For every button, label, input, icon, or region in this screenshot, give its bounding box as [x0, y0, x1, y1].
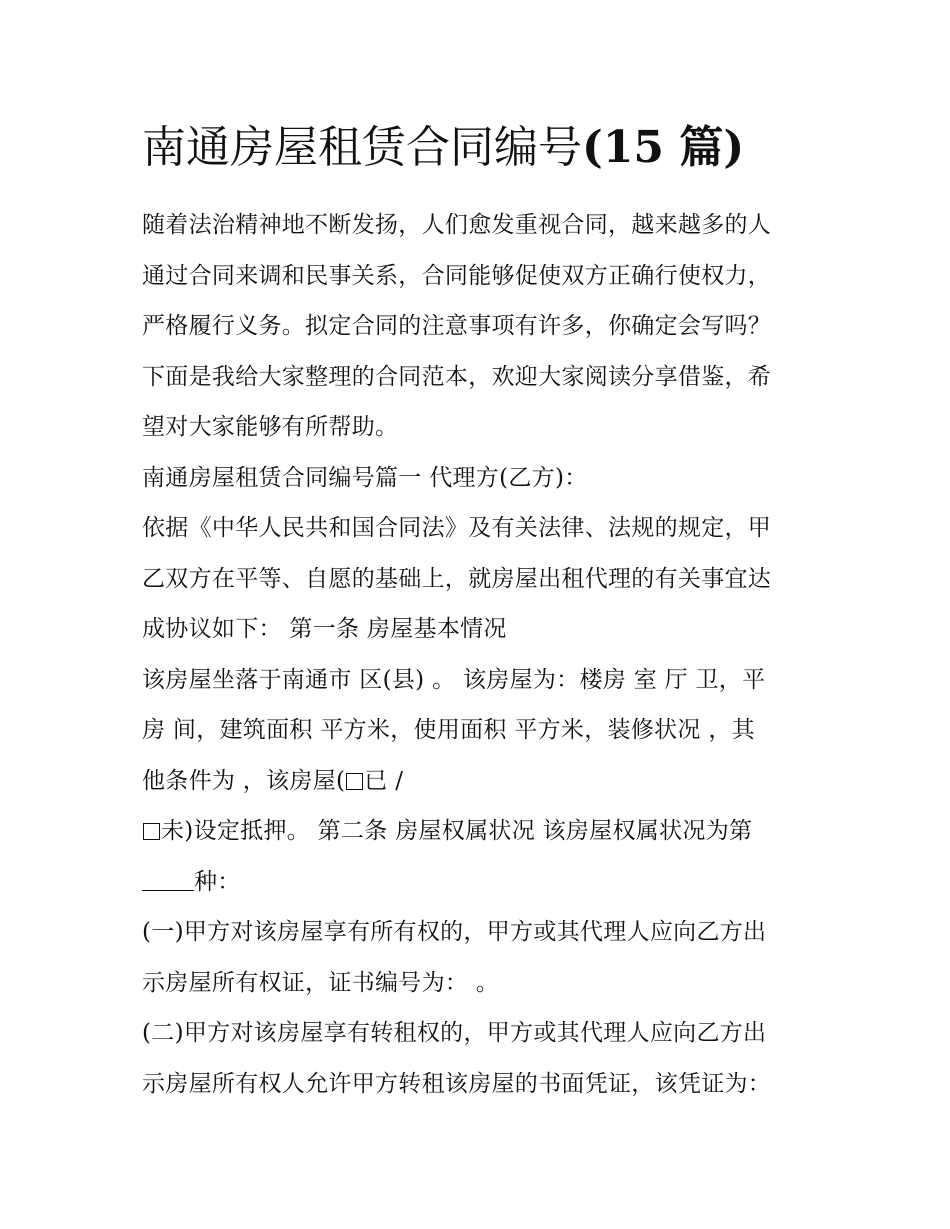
text-line: [142, 756, 817, 807]
text-line: 示房屋所有权证，证书编号为： 。: [142, 969, 500, 996]
document-body: [142, 118, 817, 1109]
title-count: (15 篇): [582, 122, 745, 173]
text-line: (一)甲方对该房屋享有所有权的，甲方或其代理人应向乙方出: [142, 919, 767, 945]
text-line: 成协议如下： 第一条 房屋基本情况: [142, 616, 507, 642]
text-line: 该房屋坐落于南通市 区(县) 。 该房屋为：楼房 室 厅 卫，平: [142, 666, 766, 693]
text-line: 房 间，建筑面积 平方米，使用面积 平方米，装修状况 ，其: [142, 717, 755, 743]
text-fragment: 他条件为 ，该房屋(: [142, 767, 346, 794]
text-line: (二)甲方对该房屋享有转租权的，甲方或其代理人应向乙方出: [142, 1020, 767, 1046]
text-fragment: 已 /: [364, 767, 404, 794]
text-line: 严格履行义务。拟定合同的注意事项有许多，你确定会写吗？: [142, 313, 772, 339]
title-main: 南通房屋租赁合同编号: [142, 122, 582, 173]
text-line: 依据《中华人民共和国合同法》及有关法律、法规的规定，甲: [142, 515, 772, 541]
document-title: [142, 118, 817, 178]
text-line: [142, 806, 817, 857]
text-line: 示房屋所有权人允许甲方转租该房屋的书面凭证，该凭证为：: [142, 1070, 772, 1097]
property-paragraph: [142, 655, 817, 908]
clause-two-paragraph: [142, 1008, 817, 1109]
checkbox-icon: [143, 823, 160, 840]
intro-paragraph: [142, 200, 817, 453]
basis-paragraph: [142, 503, 817, 655]
text-fragment: 未)设定抵押。 第二条 房屋权属状况 该房屋权属状况为第: [161, 818, 753, 844]
fill-in-blank: [142, 870, 194, 891]
checkbox-icon: [346, 773, 363, 790]
text-fragment: 种：: [194, 868, 241, 895]
text-line: 下面是我给大家整理的合同范本，欢迎大家阅读分享借鉴，希: [142, 363, 772, 390]
text-line: 通过合同来调和民事关系，合同能够促使双方正确行使权力，: [142, 262, 772, 289]
text-line: [142, 857, 817, 908]
text-line: 望对大家能够有所帮助。: [142, 414, 399, 440]
text-line: 南通房屋租赁合同编号篇一 代理方(乙方)：: [142, 464, 588, 491]
clause-one-paragraph: [142, 907, 817, 1008]
section-heading: [142, 453, 817, 504]
text-line: 随着法治精神地不断发扬，人们愈发重视合同，越来越多的人: [142, 212, 772, 238]
text-line: 乙双方在平等、自愿的基础上，就房屋出租代理的有关事宜达: [142, 565, 772, 592]
